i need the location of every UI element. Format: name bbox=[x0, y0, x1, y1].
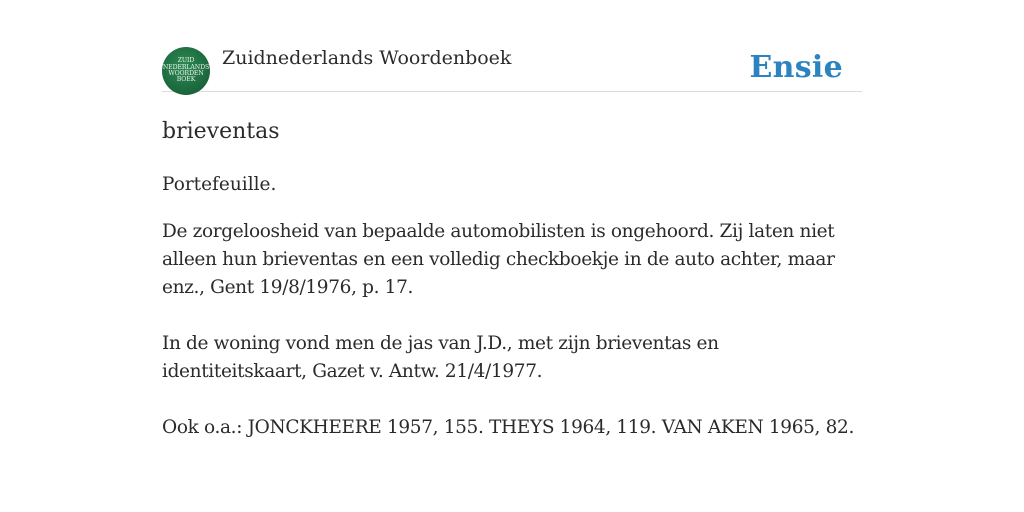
logo-line: WOORDEN bbox=[168, 70, 204, 77]
page-content bbox=[162, 46, 862, 470]
entry-headword: brieventas bbox=[162, 119, 280, 144]
logo-line: BOEK bbox=[176, 76, 196, 84]
entry-citations bbox=[162, 218, 862, 442]
site-header bbox=[162, 46, 862, 92]
ensie-brand-link[interactable]: Ensie bbox=[749, 50, 843, 85]
entry-definition: Portefeuille. bbox=[162, 174, 277, 195]
logo-line: NEDERLANDS bbox=[162, 63, 210, 71]
dictionary-logo[interactable] bbox=[162, 47, 210, 95]
logo-line: ZUID bbox=[177, 57, 195, 65]
citation-paragraph: De zorgeloosheid van bepaalde automobilisten is ongehoord. Zij laten niet alleen hun brieventas en een volledig checkboekje in de auto achter, maar enz., Gent 19/8/1976, p. 17. bbox=[162, 221, 835, 298]
citation-paragraph: In de woning vond men de jas van J.D., met zijn brieventas en identiteitskaart, Gazet v. Antw. 21/4/1977. bbox=[162, 333, 719, 382]
citation-paragraph: Ook o.a.: JONCKHEERE 1957, 155. THEYS 1964, 119. VAN AKEN 1965, 82. bbox=[162, 417, 854, 438]
dictionary-name-link[interactable]: Zuidnederlands Woordenboek bbox=[222, 47, 512, 69]
